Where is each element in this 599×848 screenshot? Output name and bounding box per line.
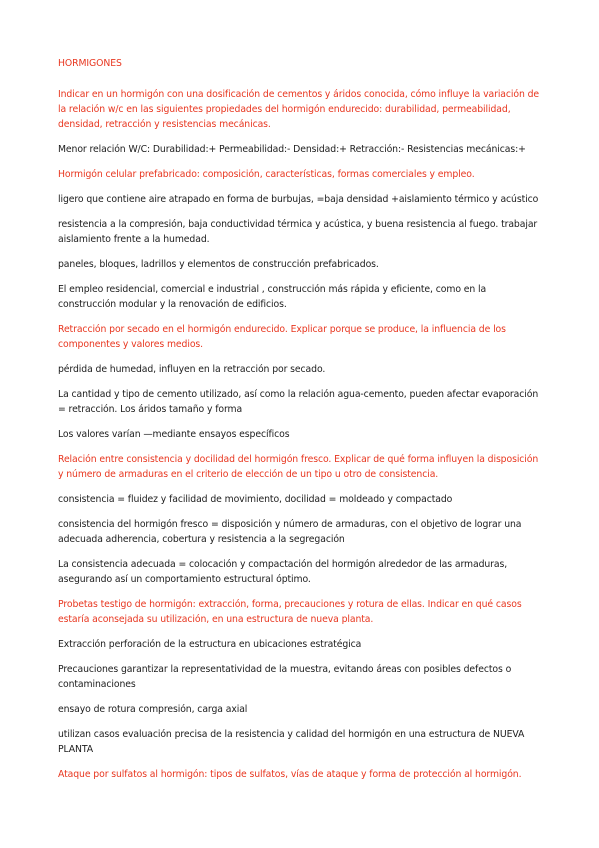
question-paragraph: Relación entre consistencia y docilidad del hormigón fresco. Explicar de qué forma influyen la disposición y número de armaduras en el criterio de elección de un tipo u otro de consistencia. [58,454,539,480]
question-paragraph: Retracción por secado en el hormigón endurecido. Explicar porque se produce, la influencia de los componentes y valores medios. [58,324,506,350]
document-title: HORMIGONES [58,58,122,69]
question-paragraph: Indicar en un hormigón con una dosificación de cementos y áridos conocida, cómo influye la variación de la relación w/c en las siguientes propiedades del hormigón endurecido: durabilidad, permeabilidad, densidad, retracción y resistencias mecánicas. [58,89,540,130]
answer-paragraph: Menor relación W/C: Durabilidad:+ Permeabilidad:- Densidad:+ Retracción:- Resistencias mecánicas:+ [58,144,526,155]
answer-paragraph: resistencia a la compresión, baja conductividad térmica y acústica, y buena resistencia al fuego. trabajar aislamiento frente a la humedad. [58,219,538,245]
answer-paragraph: consistencia = fluidez y facilidad de movimiento, docilidad = moldeado y compactado [58,494,453,505]
answer-paragraph: El empleo residencial, comercial e industrial , construcción más rápida y eficiente, como en la construcción modular y la renovación de edificios. [58,284,487,310]
question-paragraph: Ataque por sulfatos al hormigón: tipos de sulfatos, vías de ataque y forma de protección al hormigón. [58,769,522,780]
answer-paragraph: Extracción perforación de la estructura en ubicaciones estratégica [58,639,362,650]
answer-paragraph: paneles, bloques, ladrillos y elementos de construcción prefabricados. [58,259,379,270]
answer-paragraph: ligero que contiene aire atrapado en forma de burbujas, =baja densidad +aislamiento térmico y acústico [58,194,539,205]
document-page [58,56,542,792]
answer-paragraph: Los valores varían —mediante ensayos específicos [58,429,290,440]
answer-paragraph: Precauciones garantizar la representatividad de la muestra, evitando áreas con posibles defectos o contaminaciones [58,664,512,690]
question-paragraph: Hormigón celular prefabricado: composición, características, formas comerciales y empleo. [58,169,475,180]
answer-paragraph: La cantidad y tipo de cemento utilizado, así como la relación agua-cemento, pueden afectar evaporación = retracción. Los áridos tamaño y forma [58,389,539,415]
answer-paragraph: utilizan casos evaluación precisa de la resistencia y calidad del hormigón en una estructura de NUEVA PLANTA [58,729,525,755]
answer-paragraph: pérdida de humedad, influyen en la retracción por secado. [58,364,326,375]
answer-paragraph: consistencia del hormigón fresco = disposición y número de armaduras, con el objetivo de lograr una adecuada adherencia, cobertura y resistencia a la segregación [58,519,522,545]
answer-paragraph: ensayo de rotura compresión, carga axial [58,704,248,715]
answer-paragraph: La consistencia adecuada = colocación y compactación del hormigón alrededor de las armaduras, asegurando así un comportamiento estructural óptimo. [58,559,508,585]
question-paragraph: Probetas testigo de hormigón: extracción, forma, precauciones y rotura de ellas. Indicar en qué casos estaría aconsejada su utilización, en una estructura de nueva planta. [58,599,522,625]
